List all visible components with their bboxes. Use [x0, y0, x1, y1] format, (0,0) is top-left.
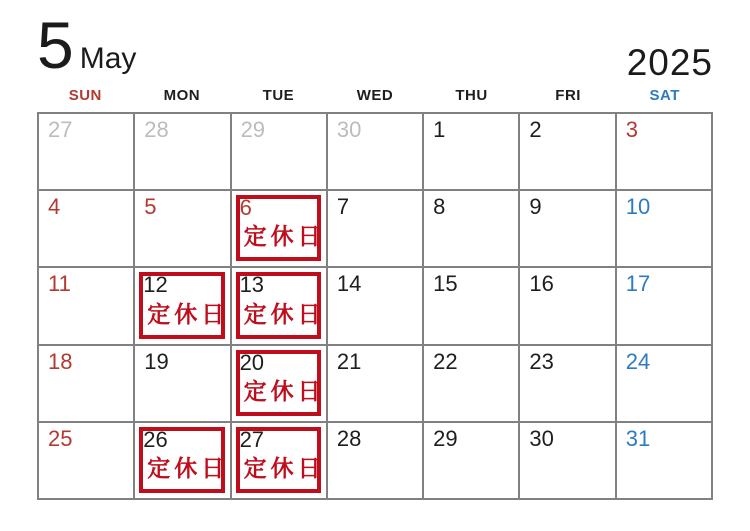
day-number: 20	[239, 349, 265, 375]
calendar-cell-11	[39, 268, 135, 345]
day-number: 5	[144, 194, 157, 220]
calendar-cell-2	[520, 114, 616, 191]
calendar-cell-19	[135, 346, 231, 423]
weekday-label-fri: FRI	[555, 87, 581, 104]
calendar-cell-30	[520, 423, 616, 500]
day-number: 31	[625, 425, 651, 451]
day-number: 11	[48, 271, 71, 297]
calendar-cell-17	[617, 268, 713, 345]
calendar-cell-13	[232, 268, 328, 345]
calendar-cell-10	[617, 191, 713, 268]
day-number: 3	[625, 117, 638, 142]
calendar-cell-27	[232, 423, 328, 500]
calendar-cell-25	[39, 423, 135, 500]
calendar-cell-3	[617, 114, 713, 191]
day-number: 21	[336, 348, 362, 374]
calendar-cell-5	[135, 191, 231, 268]
calendar-cell-20	[232, 346, 328, 423]
closed-stamp-label: 定休日	[147, 454, 229, 481]
day-number: 30	[336, 117, 362, 142]
day-number: 28	[336, 425, 362, 451]
calendar-cell-28	[328, 423, 424, 500]
calendar-cell-18	[39, 346, 135, 423]
day-number: 8	[433, 194, 446, 220]
weekday-label-thu: THU	[455, 87, 488, 104]
day-number: 6	[239, 195, 252, 221]
day-number: 17	[625, 271, 651, 297]
calendar-cell-23	[520, 346, 616, 423]
day-number: 23	[529, 348, 554, 374]
day-number: 26	[143, 426, 168, 452]
calendar-cell-16	[520, 268, 616, 345]
day-number: 18	[48, 348, 73, 374]
day-number: 1	[433, 117, 446, 142]
calendar-cell-8	[424, 191, 520, 268]
closed-stamp-label: 定休日	[243, 300, 325, 327]
day-number: 24	[625, 348, 651, 374]
weekday-header-row	[37, 87, 713, 104]
day-number: 27	[48, 117, 73, 142]
calendar-cell-12	[135, 268, 231, 345]
calendar-cell-15	[424, 268, 520, 345]
day-number: 14	[336, 271, 362, 297]
calendar-title	[37, 8, 136, 84]
day-number: 16	[529, 271, 554, 297]
day-number: 27	[239, 426, 265, 452]
calendar-cell-31	[617, 423, 713, 500]
calendar-cell-21	[328, 346, 424, 423]
calendar-cell-29	[424, 423, 520, 500]
day-number: 15	[433, 271, 458, 297]
weekday-label-mon: MON	[163, 87, 201, 104]
day-number: 10	[625, 194, 651, 220]
month-number: 5	[37, 8, 75, 82]
day-number: 29	[433, 425, 458, 451]
calendar-cell-7	[328, 191, 424, 268]
calendar-cell-4	[39, 191, 135, 268]
day-number: 12	[143, 272, 168, 298]
weekday-label-tue: TUE	[262, 87, 295, 104]
calendar-cell-27	[39, 114, 135, 191]
day-number: 9	[529, 194, 542, 220]
closed-stamp-label: 定休日	[243, 377, 325, 404]
closed-stamp-label: 定休日	[243, 223, 325, 250]
year-label: 2025	[626, 42, 713, 83]
weekday-label-sun: SUN	[68, 87, 102, 104]
day-number: 13	[239, 272, 265, 298]
calendar-cell-28	[135, 114, 231, 191]
closed-stamp-label: 定休日	[147, 300, 229, 327]
day-number: 19	[144, 348, 169, 374]
calendar-cell-22	[424, 346, 520, 423]
weekday-label-wed: WED	[356, 87, 394, 104]
calendar-grid	[37, 112, 713, 500]
calendar-cell-1	[424, 114, 520, 191]
day-number: 2	[529, 117, 542, 142]
month-name: May	[79, 42, 137, 75]
day-number: 4	[48, 194, 61, 220]
calendar-cell-29	[232, 114, 328, 191]
day-number: 7	[336, 194, 350, 220]
calendar-cell-9	[520, 191, 616, 268]
closed-stamp-label: 定休日	[243, 454, 325, 481]
calendar-cell-14	[328, 268, 424, 345]
day-number: 22	[433, 348, 458, 374]
day-number: 30	[529, 425, 554, 451]
day-number: 28	[144, 117, 169, 142]
calendar-cell-26	[135, 423, 231, 500]
calendar-cell-24	[617, 346, 713, 423]
calendar-cell-6	[232, 191, 328, 268]
day-number: 29	[240, 117, 266, 142]
calendar-cell-30	[328, 114, 424, 191]
day-number: 25	[48, 425, 73, 451]
weekday-label-sat: SAT	[649, 87, 680, 104]
